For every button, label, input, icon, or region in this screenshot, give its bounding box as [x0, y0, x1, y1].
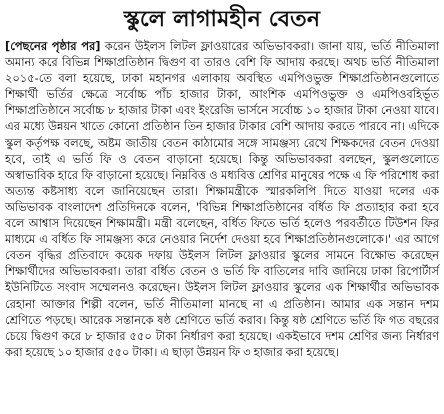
article-body [4, 38, 440, 360]
article-body-text: করেন উইলস লিটল ফ্লাওয়ারের অভিভাবকরা। জানা যায়, ভর্তি নীতিমালা অমান্য করে বিভিন্ন শিক্ষাপ্রতিষ্ঠান দ্বিগুণ বা তারও বেশি ফি আদায় করছে। অথচ ভর্তি নীতিমালা ২০১৫-তে বলা হয়েছে, ঢাকা মহানগর এলাকায় অবস্থিত এমপিওভুক্ত শিক্ষাপ্রতিষ্ঠানগুলোতে শিক্ষার্থী ভর্তির ক্ষেত্রে সর্বোচ্চ পাঁচ হাজার টাকা, আংশিক এমপিওভুক্ত ও এমপিওবহির্ভূত শিক্ষাপ্রতিষ্ঠানে সর্বোচ্চ ৮ হাজার টাকা এবং ইংরেজি ভার্সনে সর্বোচ্চ ১০ হাজার টাকা নেওয়া যাবে। এর মধ্যে উন্নয়ন খাতে কোনো প্রতিষ্ঠান তিন হাজার টাকার বেশি আদায় করতে পারবে না। এদিকে স্কুল কর্তৃপক্ষ বলছে, অষ্টম জাতীয় বেতন কাঠামোর সঙ্গে সামঞ্জস্য রেখে শিক্ষকদের বেতন দেওয়া হবে, তাই এ ভর্তি ফি ও বেতন বাড়ানো হয়েছে। কিন্তু অভিভাবকরা বলছেন, স্কুলগুলোতে অস্বাভাবিক হারে ফি বাড়ানো হয়েছে। নিম্নবিত্ত ও মধ্যবিত্ত শ্রেণির মানুষের পক্ষে এ ফি পরিশোধ করা অত্যন্ত কষ্টসাধ্য বলে জানিয়েছেন তারা। শিক্ষামন্ত্রীকে স্মারকলিপি দিতে যাওয়া দলের এক অভিভাবক বাংলাদেশ প্রতিদিনকে বলেন, 'বিভিন্ন শিক্ষাপ্রতিষ্ঠানের বর্ধিত ফি প্রত্যাহার করা হবে বলে আশ্বাস দিয়েছেন শিক্ষামন্ত্রী। মন্ত্রী বলেছেন, বর্ধিত ফিতে ভর্তি হলেও পরবর্তীতে টিউশন ফির মাধ্যমে এ বর্ধিত ফি সামঞ্জস্য করে নেওয়ার নির্দেশ দেওয়া হবে শিক্ষাপ্রতিষ্ঠানগুলোকে।' এর আগে বেতন বৃদ্ধির প্রতিবাদে কয়েক দফায় উইলস লিটল ফ্লাওয়ার স্কুলের সামনে বিক্ষোভ করেছেন শিক্ষার্থীদের অভিভাবকরা। তারা বর্ধিত বেতন ও ভর্তি ফি বাতিলের দাবি জানিয়ে ঢাকা রিপোর্টার্স ইউনিটিতে সংবাদ সম্মেলনও করেছেন। উইলস লিটল ফ্লাওয়ার স্কুলের এক শিক্ষার্থীর অভিভাবক রেহানা আক্তার শিল্পী বলেন, ভর্তি নীতিমালা মানছে না এ প্রতিষ্ঠান। আমার এক সন্তান দশম শ্রেণিতে পড়ছে। আরেক সন্তানকে ষষ্ঠ শ্রেণিতে ভর্তি করাব। কিন্তু ষষ্ঠ শ্রেণিতে ভর্তি ফি গত বছরের চেয়ে দ্বিগুণ করে ৮ হাজার ৫৫০ টাকা নির্ধারণ করা হয়েছে। একইভাবে দশম শ্রেণির জন্য নির্ধারণ করা হয়েছে ১০ হাজার ৫৫০ টাকা। এ ছাড়া উন্নয়ন ফি ৩ হাজার করা হয়েছে। [5, 39, 439, 359]
continued-from-label: [পেছনের পৃষ্ঠার পর] [5, 39, 101, 53]
article-headline: স্কুলে লাগামহীন বেতন [123, 7, 321, 32]
